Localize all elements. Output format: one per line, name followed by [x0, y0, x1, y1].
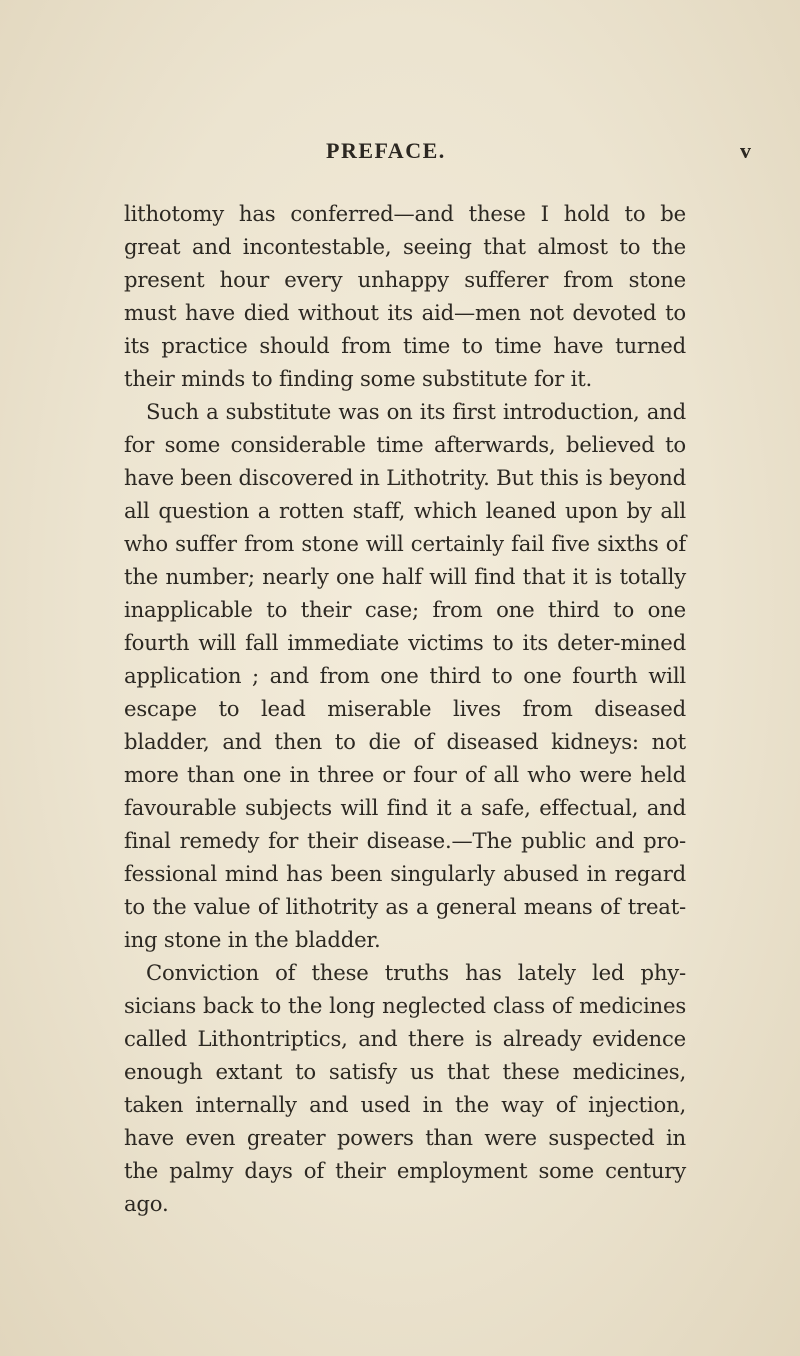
page-header	[0, 138, 800, 178]
paragraph-2: Such a substitute was on its first introduction, and for some considerable time afterwards, believed to have been discovered in Lithotrity. But this is beyond all question a rotten staff, which leaned upon by all who suffer from stone will certainly fail five sixths of the number; nearly one half will find that it is totally inapplicable to their case; from one third to one fourth will fall immediate victims to its deter-mined application ; and from one third to one fourth will escape to lead miserable lives from diseased bladder, and then to die of diseased kidneys: not more than one in three or four of all who were held favourable subjects will find it a safe, effectual, and final remedy for their disease.—The public and pro-fessional mind has been singularly abused in regard to the value of lithotrity as a general means of treat-ing stone in the bladder.	[124, 399, 686, 952]
paragraph-1: lithotomy has conferred—and these I hold to be great and incontestable, seeing that almost to the present hour every unhappy sufferer from stone must have died without its aid—men not devoted to its practice should from time to time have turned their minds to finding some substitute for it.	[124, 201, 686, 391]
body-text	[124, 197, 686, 1220]
paragraph-3: Conviction of these truths has lately led phy-sicians back to the long neglected class of medicines called Lithontriptics, and there is already evidence enough extant to satisfy us that these medicines, taken internally and used in the way of injection, have even greater powers than were suspected in the palmy days of their employment some century ago.	[124, 960, 686, 1216]
running-title: PREFACE.	[326, 138, 446, 163]
page-number: v	[740, 138, 751, 163]
